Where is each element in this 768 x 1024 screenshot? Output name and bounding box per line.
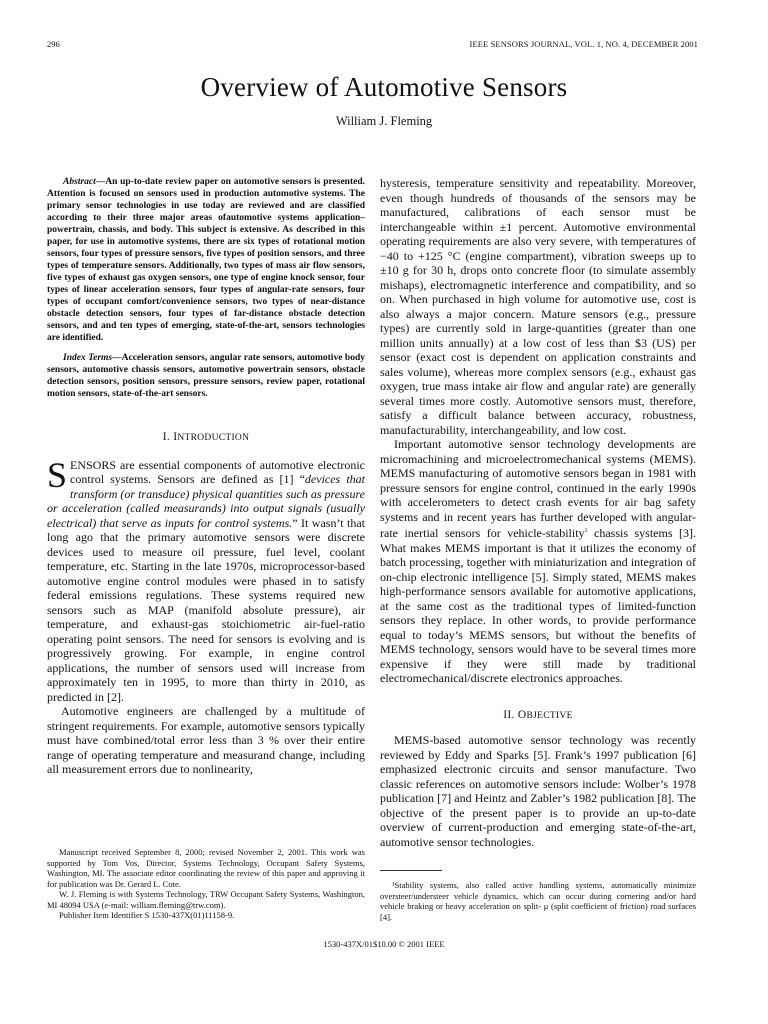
right-column <box>380 176 696 849</box>
author-name: William J. Fleming <box>335 114 433 128</box>
index-terms-text: Acceleration sensors, angular rate sensors, automotive body sensors, automotive chassis sensors, automotive powertrain sensors, obstacle detection sensors, position sensors, pressure sensors, review paper, rotational motion sensors, state-of-the-art sensors. <box>47 353 365 399</box>
abstract-text: An up-to-date review paper on automotive sensors is presented. Attention is focused on sensors used in production automotive systems. The primary sensor technologies in use today are reviewed and are classified according to their three major areas ofautomotive systems application–powertrain, chassis, and body. This subject is extensive. As described in this paper, for use in automotive systems, there are six types of rotational motion sensors, four types of pressure sensors, five types of position sensors, and three types of temperature sensors. Additionally, two types of mass air flow sensors, five types of exhaust gas oxygen sensors, one type of engine knock sensor, four types of linear acceleration sensors, four types of angular-rate sensors, four types of occupant comfort/convenience sensors, two types of near-distance obstacle detection sensors, four types of far-distance obstacle detection sensors, and and ten types of emerging, state-of-the-art, sensors technologies are identified. <box>47 177 365 343</box>
manuscript-note: Manuscript received September 8, 2000; revised November 2, 2001. This work was supported by Tom Vos, Director, Systems Technology, Occupant Safety Systems, Washington, MI. The associate editor coordinating the review of this paper and approving it for publication was Dr. Gerard L. Cote. <box>47 847 365 889</box>
mems-p-start: Important automotive sensor technology developments are micromachining and microelectromechanical systems (MEMS). MEMS manufacturing of automotive sensors began in 1981 with pressure sensors for engine control, continued in the early 1990s with accelerometers to detect crash events for air bag safety systems and in recent years has further developed with angular-rate inertial sensors for vehicle-stability <box>380 437 696 540</box>
copyright-line: 1530-437X/01$10.00 © 2001 IEEE <box>323 939 445 949</box>
section-1-title: NTRODUCTION <box>177 433 250 443</box>
dropcap-letter: S <box>47 454 68 495</box>
section-heading-introduction <box>47 430 365 446</box>
section-heading-objective <box>380 708 696 724</box>
intro-p1-definition: devices that transform (or transduce) physical quantities such as pressure or acceleration (called measurands) into output signals (usually electrical) that serve as inputs for control systems. <box>47 472 365 530</box>
index-terms-label: Index Terms— <box>63 353 122 363</box>
abstract <box>47 176 365 344</box>
abstract-label: Abstract— <box>63 177 106 187</box>
manuscript-footnote <box>47 847 365 921</box>
publisher-identifier: Publisher Item Identifier S 1530-437X(01)11158-9. <box>59 910 235 920</box>
footnote-divider <box>380 870 442 871</box>
intro-p1-end: ” It wasn’t that long ago that the primary automotive sensors were discrete devices used to measure oil pressure, fuel level, coolant temperature, etc. Starting in the late 1970s, microprocessor-based automotive engine control modules were phased in to satisfy federal emissions regulations. These systems required new sensors such as MAP (manifold absolute pressure), air temperature, and exhaust-gas stoichiometric air-fuel-ratio operating point sensors. The need for sensors is evolving and is progressively growing. For example, in engine control applications, the number of sensors used will increase from approximately ten in 1995, to more than thirty in 2010, as predicted in [2]. <box>47 515 365 704</box>
left-column <box>47 176 365 777</box>
index-terms <box>47 352 365 400</box>
objective-paragraph: MEMS-based automotive sensor technology was recently reviewed by Eddy and Sparks [5]. Frank’s 1997 publication [6] emphasized electronic circuits and sensor manufacture. Two classic references on automotive sensors include: Wolber’s 1978 publication [7] and Heintz and Zabler’s 1982 publication [8]. The objective of the present paper is to provide an up-to-date overview of current-production and emerging state-of-the-art, automotive sensor technologies. <box>380 733 696 849</box>
section-2-numeral: II. O <box>503 708 527 721</box>
section-2-title: BJECTIVE <box>526 710 573 721</box>
intro-p1-start: ENSORS are essential components of automotive electronic control systems. Sensors are defined as [1] “ <box>70 457 365 486</box>
intro-paragraph-1 <box>47 454 365 705</box>
footnote-marker: 1 <box>584 528 588 534</box>
author-affiliation-note: W. J. Fleming is with Systems Technology, TRW Occupant Safety Systems, Washington, MI 48094 USA (e-mail: william.fleming@trw.com). <box>47 889 365 910</box>
mems-p-end: chassis systems [3]. What makes MEMS important is that it utilizes the economy of batch processing, together with miniaturization and integration of on-chip electronic intelligence [5]. Simply stated, MEMS makes high-performance sensors available for automotive applications, at the same cost as the traditional types of limited-function sensors they replace. In other words, to provide performance equal to today’s MEMS sensors, but without the benefits of MEMS technology, sensors would have to be several times more expensive if they were still made by traditional electromechanical/discrete electronics approaches. <box>380 526 696 685</box>
intro-paragraph-2: Automotive engineers are challenged by a multitude of stringent requirements. For example, automotive sensors typically must have combined/total error less than 3 % over their entire range of operating temperature and measurand change, including all measurement errors due to nonlinearity, <box>47 704 365 776</box>
right-paragraph-2 <box>380 437 696 686</box>
section-1-numeral: I. I <box>162 431 178 443</box>
right-paragraph-1: hysteresis, temperature sensitivity and repeatability. Moreover, even though hundreds of thousands of the sensors may be manufactured, calibrations of each sensor must be interchangeable within ±1 percent. Automotive environmental operating requirements are also very severe, with temperatures of −40 to +125 °C (engine compartment), vibration sweeps up to ±10 g for 30 h, drops onto concrete floor (to simulate assembly mishaps), electromagnetic interference and compatibility, and so on. When purchased in high volume for automotive use, cost is also always a major concern. Mature sensors (e.g., pressure types) are currently sold in large-quantities (greater than one million units annually) at a low cost of less than $3 (US) per sensor (exact cost is dependent on application constraints and sales volume), whereas more complex sensors (e.g., exhaust gas oxygen, true mass intake air flow and angular rate) are generally several times more costly. Automotive sensors must, therefore, satisfy a difficult balance between accuracy, robustness, manufacturability, interchangeability, and low cost. <box>380 176 696 437</box>
page-number: 296 <box>47 39 60 49</box>
stability-footnote: ¹Stability systems, also called active handling systems, automatically minimize oversteer/understeer vehicle dynamics, which can occur during cornering and/or hard vehicle braking or heavy acceleration on split- μ (split coefficient of friction) road surfaces [4]. <box>380 880 696 922</box>
paper-title: Overview of Automotive Sensors <box>200 72 568 102</box>
journal-header: IEEE SENSORS JOURNAL, VOL. 1, NO. 4, DECEMBER 2001 <box>469 39 698 49</box>
